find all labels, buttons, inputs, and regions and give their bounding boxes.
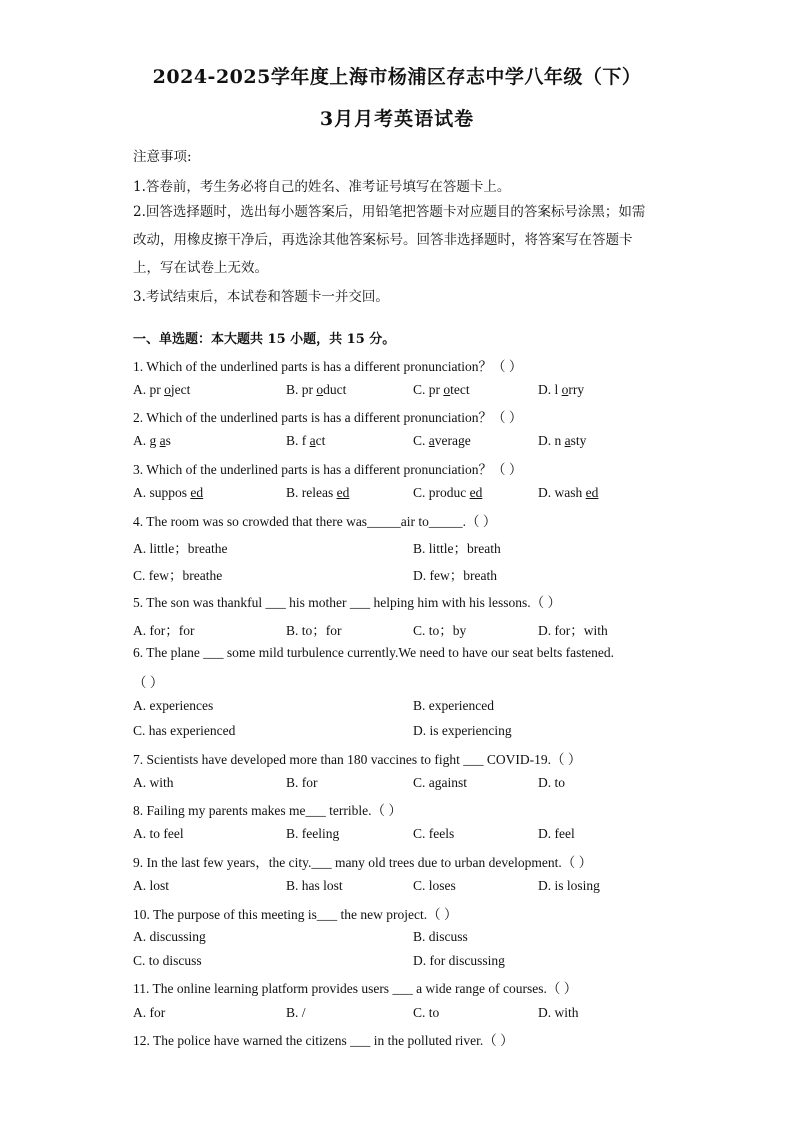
option-a[interactable]: A. with: [133, 775, 174, 790]
option-c[interactable]: C. against: [413, 775, 467, 790]
question-stem: 9. In the last few years，the city.___ many old trees due to urban development.（ ）: [133, 855, 593, 870]
option-d[interactable]: D. for discussing: [413, 953, 505, 968]
option-d[interactable]: D. n asty: [538, 433, 587, 448]
option-a[interactable]: A. little；breathe: [133, 541, 228, 556]
option-a[interactable]: A. pr oject: [133, 382, 191, 397]
notice-heading: 注意事项:: [133, 149, 192, 165]
option-b[interactable]: B. pr oduct: [286, 382, 347, 397]
option-c[interactable]: C. has experienced: [133, 723, 236, 738]
question-stem: 4. The room was so crowded that there was_____air to_____.（ ）: [133, 514, 497, 529]
option-c[interactable]: C. feels: [413, 826, 455, 841]
option-c[interactable]: C. average: [413, 433, 471, 448]
exam-subtitle: 3月月考英语试卷: [319, 108, 475, 130]
notice-item-1: 1.答卷前，考生务必将自己的姓名、准考证号填写在答题卡上。: [133, 179, 511, 195]
option-c[interactable]: C. to；by: [413, 623, 467, 638]
option-b[interactable]: B. experienced: [413, 698, 494, 713]
option-a[interactable]: A. experiences: [133, 698, 214, 713]
question-stem: 8. Failing my parents makes me___ terrible.（ ）: [133, 803, 402, 818]
section-heading: 一、单选题：本大题共 15 小题，共 15 分。: [133, 332, 396, 347]
question-stem: 11. The online learning platform provides users ___ a wide range of courses.（ ）: [133, 981, 578, 996]
option-c[interactable]: C. pr otect: [413, 382, 470, 397]
option-b[interactable]: B. discuss: [413, 929, 468, 944]
option-b[interactable]: B. /: [286, 1005, 306, 1020]
question-stem: 7. Scientists have developed more than 180 vaccines to fight ___ COVID-19.（ ）: [133, 752, 582, 767]
option-b[interactable]: B. for: [286, 775, 318, 790]
answer-blank: （ ）: [133, 675, 164, 690]
option-a[interactable]: A. suppos ed: [133, 485, 204, 500]
question-stem: 1. Which of the underlined parts is has a different pronunciation？（ ）: [133, 359, 523, 374]
option-a[interactable]: A. discussing: [133, 929, 206, 944]
option-d[interactable]: D. feel: [538, 826, 575, 841]
option-b[interactable]: B. has lost: [286, 878, 343, 893]
option-b[interactable]: B. releas ed: [286, 485, 350, 500]
option-c[interactable]: C. few；breathe: [133, 568, 223, 583]
question-stem: 3. Which of the underlined parts is has a different pronunciation？（ ）: [133, 462, 523, 477]
option-d[interactable]: D. wash ed: [538, 485, 599, 500]
option-d[interactable]: D. is losing: [538, 878, 600, 893]
option-a[interactable]: A. for；for: [133, 623, 195, 638]
question-stem: 2. Which of the underlined parts is has a different pronunciation？（ ）: [133, 410, 523, 425]
option-d[interactable]: D. with: [538, 1005, 579, 1020]
option-a[interactable]: A. for: [133, 1005, 166, 1020]
notice-item-3: 3.考试结束后，本试卷和答题卡一并交回。: [133, 289, 389, 305]
option-b[interactable]: B. feeling: [286, 826, 340, 841]
option-c[interactable]: C. to discuss: [133, 953, 202, 968]
question-stem: 10. The purpose of this meeting is___ the new project.（ ）: [133, 907, 458, 922]
question-stem: 12. The police have warned the citizens ___ in the polluted river.（ ）: [133, 1033, 514, 1048]
option-d[interactable]: D. is experiencing: [413, 723, 512, 738]
exam-title: 2024-2025学年度上海市杨浦区存志中学八年级（下）: [152, 66, 642, 88]
option-a[interactable]: A. to feel: [133, 826, 184, 841]
option-c[interactable]: C. produc ed: [413, 485, 483, 500]
notice-item-2: 2.回答选择题时，选出每小题答案后，用铅笔把答题卡对应题目的答案标号涂黑；如需改动，用橡皮擦干净后，再选涂其他答案标号。回答非选择题时，将答案写在答题卡上，写在试卷上无效。: [133, 204, 646, 276]
question-stem: 6. The plane ___ some mild turbulence currently.We need to have our seat belts fastened.: [133, 645, 615, 660]
option-b[interactable]: B. little；breath: [413, 541, 501, 556]
option-b[interactable]: B. to；for: [286, 623, 342, 638]
option-d[interactable]: D. for；with: [538, 623, 608, 638]
option-c[interactable]: C. to: [413, 1005, 440, 1020]
option-d[interactable]: D. l orry: [538, 382, 585, 397]
option-c[interactable]: C. loses: [413, 878, 456, 893]
option-a[interactable]: A. lost: [133, 878, 170, 893]
option-d[interactable]: D. few；breath: [413, 568, 497, 583]
option-a[interactable]: A. g as: [133, 433, 171, 448]
option-b[interactable]: B. f act: [286, 433, 326, 448]
option-d[interactable]: D. to: [538, 775, 565, 790]
question-stem: 5. The son was thankful ___ his mother ___ helping him with his lessons.（ ）: [133, 595, 561, 610]
